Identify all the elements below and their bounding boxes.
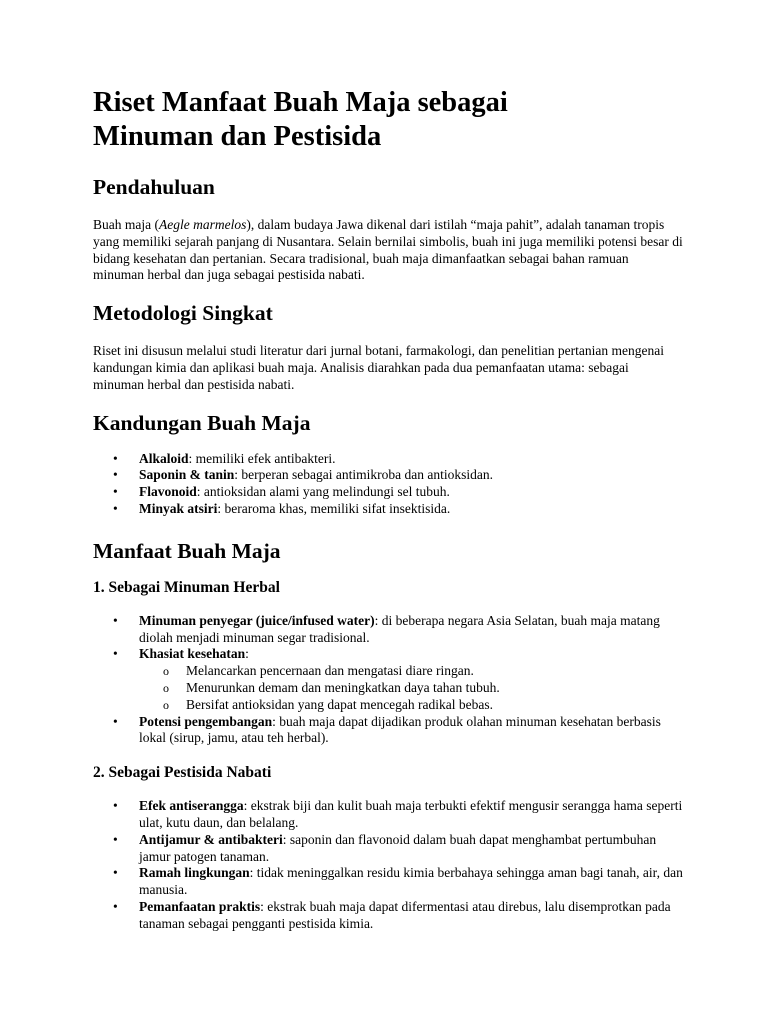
list-item-term: Ramah lingkungan: [139, 865, 250, 881]
kandungan-list: [93, 451, 683, 518]
list-item: [93, 484, 683, 501]
list-item-term: Flavonoid: [139, 484, 197, 500]
list-item: [93, 467, 683, 484]
list-item: [93, 613, 683, 647]
list-item: [93, 714, 683, 748]
subheading-pestisida: 2. Sebagai Pestisida Nabati: [93, 764, 272, 782]
list-item-desc: : memiliki efek antibakteri.: [188, 450, 336, 466]
list-item-desc: : ekstrak biji dan kulit buah maja terbukti efektif mengusir serangga hama seperti ulat, kutu daun, dan belalang.: [139, 798, 683, 830]
list-item-desc: : tidak meninggalkan residu kimia berbahaya sehingga aman bagi tanah, air, dan manusia.: [139, 865, 683, 898]
list-item: [93, 832, 683, 866]
sublist-item: o Bersifat antioksidan yang dapat mencegah radikal bebas.: [93, 697, 683, 714]
list-item-desc: : berperan sebagai antimikroba dan antioksidan.: [234, 467, 493, 483]
list-item-term: Potensi pengembangan: [139, 713, 273, 729]
title-line-2: Minuman dan Pestisida: [93, 121, 382, 152]
list-item: [93, 501, 683, 518]
list-item: [93, 646, 683, 713]
list-item-term: Pemanfaatan praktis: [139, 898, 261, 914]
title-line-1: Riset Manfaat Buah Maja sebagai: [93, 87, 508, 118]
pestisida-list: [93, 798, 683, 932]
sublist-item: o Menurunkan demam dan meningkatkan daya tahan tubuh.: [93, 680, 683, 697]
heading-manfaat: Manfaat Buah Maja: [93, 538, 281, 563]
list-item: [93, 451, 683, 468]
list-item-desc: :: [245, 646, 249, 662]
heading-pendahuluan: Pendahuluan: [93, 175, 215, 199]
list-item: [93, 798, 683, 832]
list-item-term: Khasiat kesehatan: [139, 646, 246, 662]
document-page: [93, 86, 683, 933]
heading-metodologi: Metodologi Singkat: [93, 301, 273, 326]
list-item: [93, 899, 683, 933]
list-item-term: Efek antiserangga: [139, 798, 244, 814]
list-item-term: Antijamur & antibakteri: [139, 831, 283, 847]
list-item-desc: : ekstrak buah maja dapat difermentasi atau direbus, lalu disemprotkan pada tanaman sebagai pengganti pestisida kimia.: [139, 898, 671, 931]
subheading-minuman: 1. Sebagai Minuman Herbal: [93, 578, 280, 596]
list-item: [93, 865, 683, 899]
list-item-desc: : di beberapa negara Asia Selatan, buah maja matang diolah menjadi minuman segar tradisional.: [139, 612, 660, 645]
list-item-desc: : beraroma khas, memiliki sifat insektisida.: [217, 500, 451, 516]
method-paragraph: Riset ini disusun melalui studi literatur dari jurnal botani, farmakologi, dan penelitian pertanian mengenai kandungan kimia dan aplikasi buah maja. Analisis diarahkan pada dua pemanfaatan utama: sebagai minuman herbal dan pestisida nabati.: [93, 343, 664, 392]
list-item-term: Saponin & tanin: [139, 467, 235, 483]
intro-scientific-name: Aegle marmelos: [158, 217, 247, 232]
list-item-term: Minuman penyegar (juice/infused water): [139, 612, 375, 628]
khasiat-sublist: [93, 663, 683, 713]
intro-text-rest: ), dalam budaya Jawa dikenal dari istilah “maja pahit”, adalah tanaman tropis yang memiliki sejarah panjang di Nusantara. Selain bernilai simbolis, buah ini juga memiliki potensi besar di bidang kesehatan dan pertanian. Secara tradisional, buah maja dimanfaatkan sebagai bahan ramuan minuman herbal dan juga sebagai pestisida nabati.: [93, 217, 683, 283]
list-item-term: Minyak atsiri: [139, 500, 218, 516]
intro-paragraph: [93, 217, 683, 284]
list-item-desc: : antioksidan alami yang melindungi sel tubuh.: [196, 484, 450, 500]
minuman-list: [93, 613, 683, 747]
list-item-desc: : saponin dan flavonoid dalam buah dapat menghambat pertumbuhan jamur patogen tanaman.: [139, 831, 657, 864]
list-item-desc: : buah maja dapat dijadikan produk olahan minuman kesehatan berbasis lokal (sirup, jamu, atau teh herbal).: [139, 713, 661, 746]
sublist-item: o Melancarkan pencernaan dan mengatasi diare ringan.: [93, 663, 683, 680]
heading-kandungan: Kandungan Buah Maja: [93, 410, 311, 435]
list-item-term: Alkaloid: [139, 450, 189, 466]
document-title: [93, 86, 683, 154]
intro-text-start: Buah maja (: [93, 217, 159, 232]
